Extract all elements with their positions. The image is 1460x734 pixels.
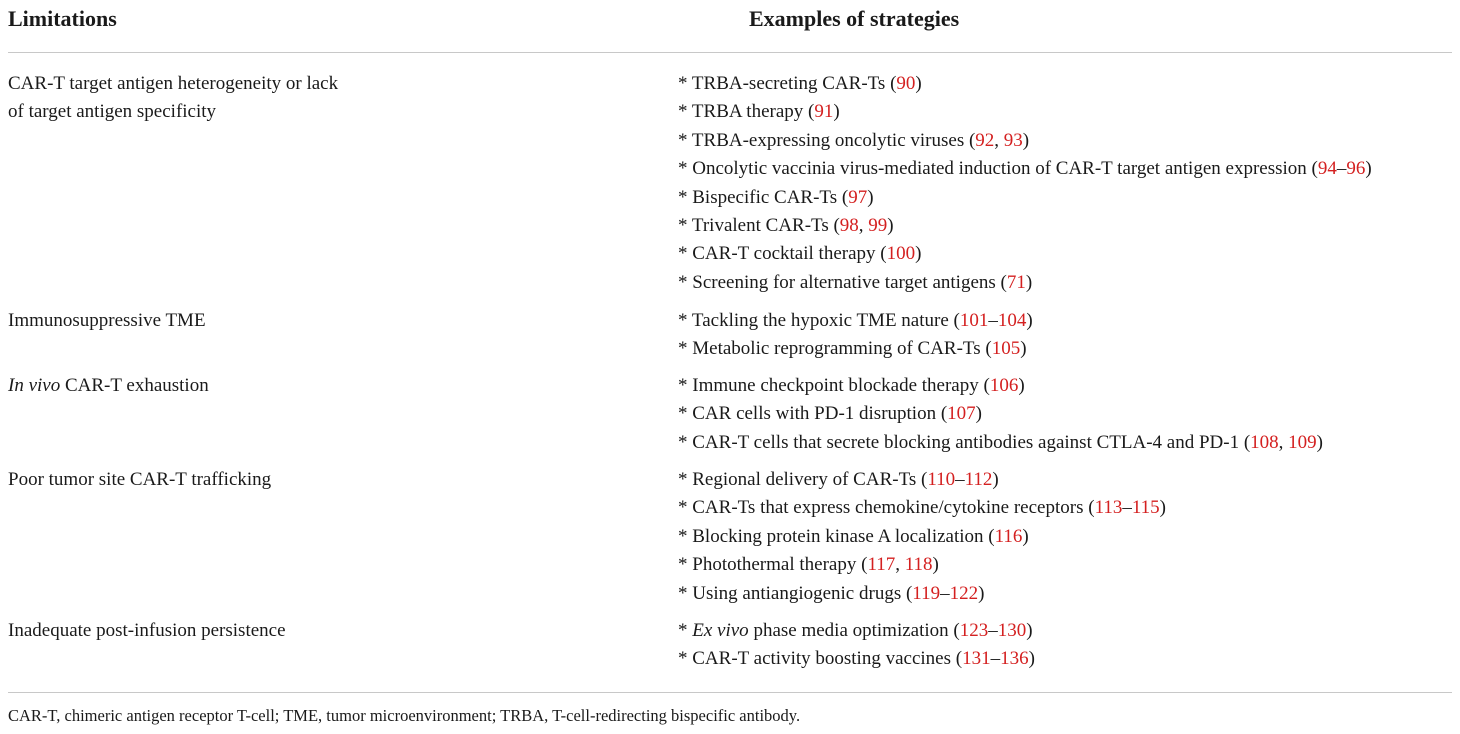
reference-separator: , [994, 129, 1004, 151]
reference-separator: , [858, 215, 869, 237]
limitation-cell [8, 372, 428, 400]
strategies-cell [678, 372, 1458, 457]
reference-separator: – [1336, 158, 1347, 180]
strategy-item [678, 617, 1458, 645]
strategy-close: ) [1159, 497, 1166, 519]
reference-link[interactable]: 119 [912, 582, 941, 604]
bullet: * [678, 497, 693, 519]
bullet: * [678, 271, 693, 293]
reference-link[interactable]: 112 [964, 469, 993, 490]
strategy-close: ) [1022, 525, 1029, 547]
strategy-close: ) [1018, 375, 1025, 396]
bullet: * [678, 620, 693, 641]
bullet: * [678, 403, 693, 425]
strategies-cell [678, 466, 1458, 608]
reference-link[interactable]: 130 [997, 620, 1027, 641]
strategy-item [678, 523, 1458, 551]
bullet: * [678, 243, 693, 265]
strategy-text: CAR-T activity boosting vaccines ( [692, 648, 963, 670]
header-rule [8, 52, 1452, 53]
strategy-close: ) [1026, 620, 1033, 641]
strategy-close: ) [915, 73, 922, 94]
limitation-cell [8, 307, 428, 335]
strategy-item [678, 155, 1458, 183]
reference-separator: – [988, 620, 998, 641]
strategy-text: TRBA-secreting CAR-Ts ( [691, 73, 897, 94]
reference-separator: – [955, 469, 965, 490]
limitation-italic: In vivo [8, 375, 61, 396]
header-strategies: Examples of strategies [749, 6, 960, 31]
reference-link[interactable]: 93 [1003, 129, 1023, 151]
reference-link[interactable]: 109 [1288, 431, 1317, 453]
strategy-item [678, 429, 1458, 457]
strategy-close: ) [1316, 431, 1323, 453]
bullet: * [678, 375, 693, 396]
bullet: * [678, 215, 692, 237]
strategy-close: ) [932, 554, 939, 576]
strategy-item [678, 240, 1458, 268]
limitation-line [8, 98, 428, 126]
limitation-line [8, 70, 428, 98]
strategy-item [678, 580, 1458, 608]
reference-separator: – [990, 648, 1001, 670]
strategy-item [678, 184, 1458, 212]
reference-link[interactable]: 136 [1000, 648, 1029, 670]
strategy-text: Immune checkpoint blockade therapy ( [692, 375, 990, 396]
reference-link[interactable]: 94 [1317, 158, 1337, 180]
reference-link[interactable]: 101 [959, 310, 989, 331]
bullet: * [678, 554, 693, 576]
reference-link[interactable]: 105 [991, 338, 1021, 360]
strategies-cell [678, 617, 1458, 674]
strategy-text: TRBA therapy ( [691, 101, 815, 123]
bullet: * [678, 101, 692, 123]
reference-link[interactable]: 104 [997, 310, 1027, 331]
reference-link[interactable]: 97 [848, 186, 868, 208]
bullet: * [678, 129, 692, 151]
strategy-text: Photothermal therapy ( [692, 554, 868, 576]
bullet: * [678, 469, 693, 490]
limitation-cell [8, 70, 428, 127]
strategy-item [678, 269, 1458, 297]
strategy-item [678, 307, 1458, 335]
limitation-line [8, 372, 428, 400]
strategy-item [678, 494, 1458, 522]
reference-link[interactable]: 90 [896, 73, 916, 94]
limitation-text: of target antigen specificity [8, 101, 217, 123]
bullet: * [678, 582, 693, 604]
reference-link[interactable]: 118 [904, 554, 933, 576]
strategy-text: CAR-T cells that secrete blocking antibodies against CTLA-4 and PD-1 ( [692, 431, 1251, 453]
strategy-item [678, 466, 1458, 494]
bullet: * [678, 310, 692, 331]
strategy-item [678, 335, 1458, 363]
reference-separator: , [1278, 431, 1289, 453]
strategy-text: TRBA-expressing oncolytic viruses ( [691, 129, 976, 151]
limitation-text: Inadequate post-infusion persistence [8, 620, 286, 641]
table-footnote: CAR-T, chimeric antigen receptor T-cell; TME, tumor microenvironment; TRBA, T-cell-redirecting bispecific antibody. [8, 706, 801, 725]
bullet: * [678, 525, 693, 547]
reference-link[interactable]: 98 [839, 215, 859, 237]
reference-separator: – [940, 582, 950, 604]
strategy-close: ) [887, 215, 894, 237]
limitation-text: Immunosuppressive TME [8, 310, 206, 331]
strategy-text: phase media optimization ( [748, 620, 960, 641]
strategy-close: ) [978, 582, 985, 604]
strategies-cell [678, 70, 1458, 297]
strategy-text: CAR-Ts that express chemokine/cytokine receptors ( [692, 497, 1095, 519]
strategy-item [678, 70, 1458, 98]
limitation-text: Poor tumor site CAR-T trafficking [8, 469, 272, 490]
bullet: * [678, 648, 693, 670]
strategy-item [678, 400, 1458, 428]
strategy-text: Screening for alternative target antigens ( [692, 271, 1007, 293]
strategy-close: ) [915, 243, 922, 265]
reference-link[interactable]: 117 [867, 554, 896, 576]
reference-link[interactable]: 99 [868, 215, 888, 237]
limitation-text: CAR-T target antigen heterogeneity or lack [8, 73, 339, 94]
strategy-italic: Ex vivo [692, 620, 749, 641]
strategy-text: Using antiangiogenic drugs ( [692, 582, 913, 604]
reference-link[interactable]: 123 [959, 620, 989, 641]
bullet: * [678, 431, 693, 453]
strategy-text: Oncolytic vaccinia virus-mediated induction of CAR-T target antigen expression ( [692, 158, 1318, 180]
strategy-close: ) [833, 101, 840, 123]
strategy-item [678, 551, 1458, 579]
strategy-text: Tackling the hypoxic TME nature ( [691, 310, 960, 331]
limitation-cell [8, 466, 428, 494]
strategy-close: ) [867, 186, 874, 208]
strategy-close: ) [1025, 271, 1033, 293]
strategy-close: ) [1028, 648, 1035, 670]
reference-link[interactable]: 108 [1250, 431, 1279, 453]
bullet: * [678, 186, 693, 208]
footer-rule [8, 692, 1452, 693]
strategy-text: Blocking protein kinase A localization ( [692, 525, 995, 547]
strategy-item [678, 372, 1458, 400]
strategy-close: ) [975, 403, 982, 425]
strategy-item [678, 98, 1458, 126]
reference-link[interactable]: 113 [1094, 497, 1123, 519]
strategy-item [678, 645, 1458, 673]
limitation-cell [8, 617, 428, 645]
strategy-text: Bispecific CAR-Ts ( [692, 186, 849, 208]
strategies-cell [678, 307, 1458, 364]
strategy-item [678, 212, 1458, 240]
reference-separator: – [1122, 497, 1132, 519]
reference-link[interactable]: 91 [814, 101, 834, 123]
strategy-text: CAR cells with PD-1 disruption ( [692, 403, 948, 425]
strategy-text: Trivalent CAR-Ts ( [691, 215, 840, 237]
reference-link[interactable]: 107 [947, 403, 976, 425]
limitation-line [8, 617, 428, 645]
reference-link[interactable]: 100 [886, 243, 916, 265]
reference-link[interactable]: 122 [949, 582, 979, 604]
header-limitations: Limitations [8, 6, 117, 31]
reference-separator: , [895, 554, 905, 576]
strategy-text: CAR-T cocktail therapy ( [692, 243, 887, 265]
strategy-close: ) [1022, 129, 1030, 151]
reference-link[interactable]: 71 [1006, 271, 1026, 293]
reference-link[interactable]: 96 [1346, 158, 1366, 180]
strategy-close: ) [1026, 310, 1033, 331]
bullet: * [678, 73, 692, 94]
reference-link[interactable]: 131 [962, 648, 991, 670]
strategy-text: Metabolic reprogramming of CAR-Ts ( [692, 338, 992, 360]
strategy-close: ) [1020, 338, 1027, 360]
limitation-line [8, 307, 428, 335]
reference-link[interactable]: 106 [989, 375, 1019, 396]
reference-link[interactable]: 116 [994, 525, 1023, 547]
reference-link[interactable]: 92 [975, 129, 995, 151]
reference-link[interactable]: 110 [927, 469, 956, 490]
reference-separator: – [988, 310, 998, 331]
limitation-text: CAR-T exhaustion [60, 375, 209, 396]
limitation-line [8, 466, 428, 494]
strategy-close: ) [992, 469, 999, 490]
strategy-close: ) [1365, 158, 1372, 180]
reference-link[interactable]: 115 [1131, 497, 1160, 519]
bullet: * [678, 158, 693, 180]
strategy-text: Regional delivery of CAR-Ts ( [692, 469, 928, 490]
strategy-item [678, 127, 1458, 155]
bullet: * [678, 338, 693, 360]
